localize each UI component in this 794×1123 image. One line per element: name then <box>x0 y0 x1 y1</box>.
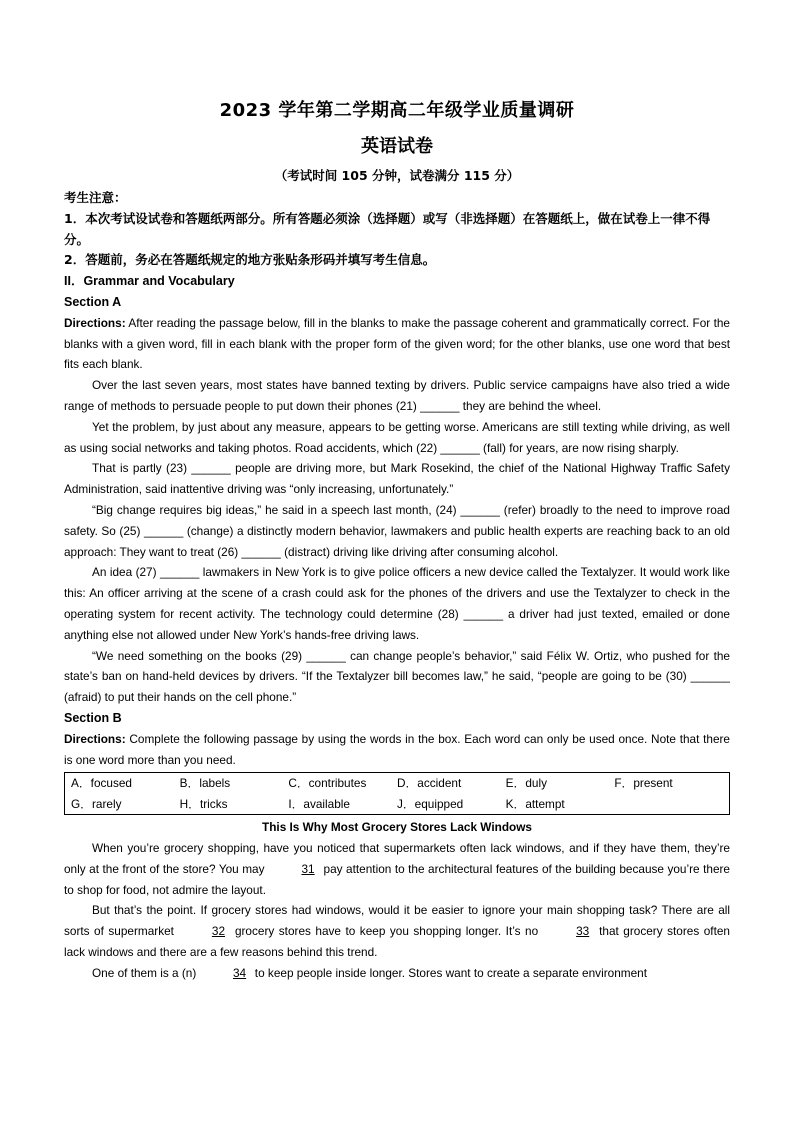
passage-paragraph: An idea (27) ______ lawmakers in New York is to give police officers a new device called the Textalyzer. It would work like this: An officer arriving at the scene of a crash could ask for the phones of the drivers and use the Textalyzer to check in the operating system for recent activity. The technology could determine (28) ______ a driver had just texted, emailed or done anything else not allowed under New York’s hands-free driving laws. <box>64 565 730 642</box>
passage-paragraph <box>64 900 730 962</box>
paragraph-text: But that’s the point. If grocery stores had windows, would it be easier to ignore your main shopping task? There are all sorts of supermarket <box>64 903 730 939</box>
exam-info: （考试时间 105 分钟，试卷满分 115 分） <box>274 168 520 183</box>
directions-text: After reading the passage below, fill in the blanks to make the passage coherent and grammatically correct. For the blanks with a given word, fill in each blank with the proper form of the given word; for the other blanks, use one word that best fits each blank. <box>64 315 730 372</box>
answer-blank: 33 <box>576 924 590 939</box>
answer-blank: 34 <box>232 965 247 980</box>
passage-paragraph: “Big change requires big ideas,” he said in a speech last month, (24) ______ (refer) broadly to the need to improve road safety. So (25) ______ (change) a distinctly modern behavior, lawmakers and public health experts are reaching back to an old approach: They want to treat (26) ______ (distract) driving like driving after consuming alcohol. <box>64 502 730 559</box>
exam-title: 2023 学年第二学期高二年级学业质量调研 <box>219 100 575 121</box>
paragraph-text: pay attention to the architectural features of the building because you’re there to shop for food, not admire the layout. <box>64 861 730 897</box>
word-option: B．labels <box>179 776 231 791</box>
word-option: E．duly <box>505 776 547 791</box>
notice-item: 2．答题前，务必在答题纸规定的地方张贴条形码并填写考生信息。 <box>64 252 436 268</box>
word-option: D．accident <box>396 776 462 791</box>
word-option: H．tricks <box>179 796 228 811</box>
passage-paragraph: Yet the problem, by just about any measure, appears to be getting worse. Americans are still texting while driving, as well as using social networks and taking photos. Road accidents, which (22) ______ (fall) for years, are now rising sharply. <box>64 419 730 455</box>
word-box <box>64 772 730 815</box>
exam-page <box>64 96 730 984</box>
notice-heading: 考生注意： <box>64 190 127 205</box>
word-option: F．present <box>614 776 673 791</box>
exam-subtitle: 英语试卷 <box>361 136 433 157</box>
directions-label: Directions: <box>64 731 126 746</box>
passage-paragraph: “We need something on the books (29) ______ can change people’s behavior,” said Félix W. Ortiz, who pushed for the state’s ban on hand-held devices by drivers. “If the Textalyzer bill becomes law,” he said, “people are going to be (30) ______ (afraid) to put their hands on the cell phone.” <box>64 648 730 705</box>
section-a-title: Section A <box>64 294 122 309</box>
passage-paragraph <box>64 963 730 984</box>
section-a-directions <box>64 313 730 375</box>
passage-title: This Is Why Most Grocery Stores Lack Windows <box>262 820 532 835</box>
section-b-title: Section B <box>64 710 122 725</box>
word-option: C．contributes <box>288 776 367 791</box>
word-option <box>614 794 723 814</box>
section-b-directions <box>64 729 730 771</box>
answer-blank: 31 <box>301 861 315 876</box>
word-option: A．focused <box>71 776 132 791</box>
part-title: II．Grammar and Vocabulary <box>64 274 235 289</box>
paragraph-text: that grocery stores often lack windows and there are a few reasons behind this trend. <box>64 924 730 959</box>
passage-paragraph: That is partly (23) ______ people are driving more, but Mark Rosekind, the chief of the National Highway Traffic Safety Administration, said inattentive driving was “only increasing, unfortunately.” <box>64 461 730 497</box>
paragraph-text: One of them is a (n) <box>92 965 200 980</box>
answer-blank: 32 <box>211 924 226 939</box>
directions-label: Directions: <box>64 315 126 330</box>
word-option: G．rarely <box>71 796 122 811</box>
notice-item: 1．本次考试设试卷和答题纸两部分。所有答题必须涂（选择题）或写（非选择题）在答题纸上，做在试卷上一律不得分。 <box>64 210 711 247</box>
word-option: J．equipped <box>396 796 464 811</box>
passage-paragraph <box>64 838 730 900</box>
passage-paragraph: Over the last seven years, most states have banned texting by drivers. Public service campaigns have also tried a wide range of methods to persuade people to put down their phones (21) ______ they are behind the wheel. <box>64 378 730 413</box>
paragraph-text: to keep people inside longer. Stores want to create a separate environment <box>251 965 647 980</box>
word-option: I．available <box>288 796 350 811</box>
word-option: K．attempt <box>505 796 565 811</box>
directions-text: Complete the following passage by using the words in the box. Each word can only be used once. Note that there is one word more than you need. <box>64 731 730 767</box>
paragraph-text: grocery stores have to keep you shopping longer. It’s no <box>230 924 543 939</box>
paragraph-text: When you’re grocery shopping, have you noticed that supermarkets often lack windows, and if they have them, they’re only at the front of the store? You may <box>64 840 730 876</box>
